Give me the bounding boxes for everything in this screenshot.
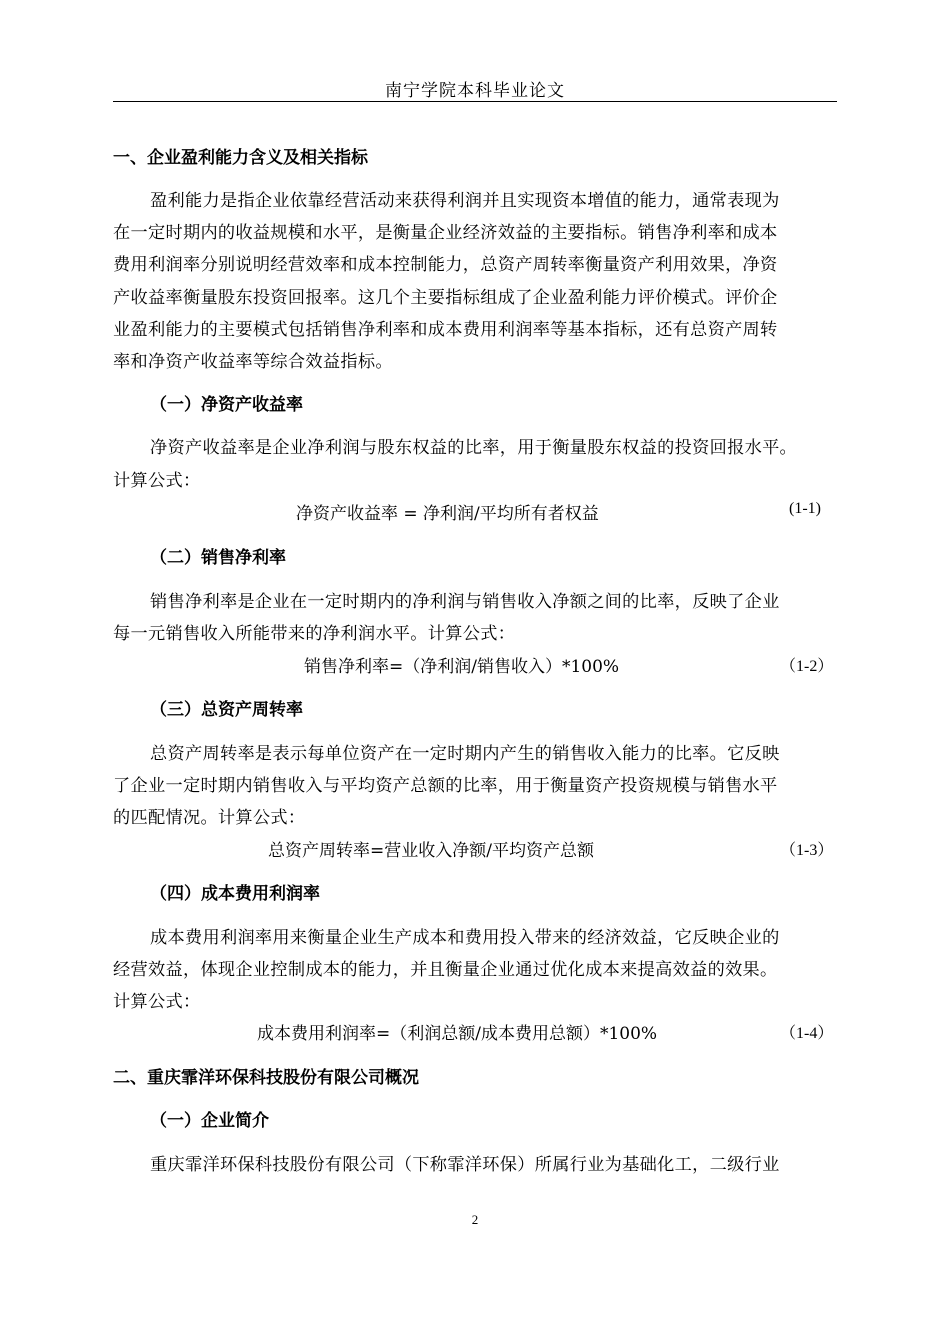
subsection-heading: （一）净资产收益率 bbox=[150, 395, 303, 415]
paragraph-line: 了企业一定时期内销售收入与平均资产总额的比率，用于衡量资产投资规模与销售水平 bbox=[113, 776, 778, 796]
formula: 总资产周转率=营业收入净额/平均资产总额 bbox=[268, 841, 594, 861]
paragraph-line: 的匹配情况。计算公式： bbox=[113, 808, 306, 828]
paragraph-line: 销售净利率是企业在一定时期内的净利润与销售收入净额之间的比率，反映了企业 bbox=[150, 592, 780, 612]
subsection-heading: （一）企业简介 bbox=[150, 1111, 269, 1131]
paragraph-line: 重庆霏洋环保科技股份有限公司（下称霏洋环保）所属行业为基础化工，二级行业 bbox=[150, 1155, 780, 1175]
paragraph-line: 在一定时期内的收益规模和水平，是衡量企业经济效益的主要指标。销售净利率和成本 bbox=[113, 223, 778, 243]
paragraph-line: 计算公式： bbox=[113, 992, 201, 1012]
formula-number: (1-1) bbox=[789, 500, 821, 517]
paragraph-line: 净资产收益率是企业净利润与股东权益的比率，用于衡量股东权益的投资回报水平。 bbox=[150, 438, 798, 458]
paragraph-line: 产收益率衡量股东投资回报率。这几个主要指标组成了企业盈利能力评价模式。评价企 bbox=[113, 288, 778, 308]
section-heading: 二、重庆霏洋环保科技股份有限公司概况 bbox=[113, 1068, 419, 1088]
paragraph-line: 费用利润率分别说明经营效率和成本控制能力，总资产周转率衡量资产利用效果，净资 bbox=[113, 255, 778, 275]
formula: 净资产收益率 = 净利润/平均所有者权益 bbox=[296, 504, 599, 524]
paragraph-line: 业盈利能力的主要模式包括销售净利率和成本费用利润率等基本指标，还有总资产周转 bbox=[113, 320, 778, 340]
paragraph-line: 总资产周转率是表示每单位资产在一定时期内产生的销售收入能力的比率。它反映 bbox=[150, 744, 780, 764]
paragraph-line: 计算公式： bbox=[113, 471, 201, 491]
formula-number: （1-4） bbox=[780, 1025, 834, 1042]
subsection-heading: （二）销售净利率 bbox=[150, 548, 286, 568]
subsection-heading: （三）总资产周转率 bbox=[150, 700, 303, 720]
formula: 成本费用利润率=（利润总额/成本费用总额）*100% bbox=[257, 1024, 658, 1044]
paragraph-line: 经营效益，体现企业控制成本的能力，并且衡量企业通过优化成本来提高效益的效果。 bbox=[113, 960, 778, 980]
formula: 销售净利率=（净利润/销售收入）*100% bbox=[304, 657, 620, 677]
formula-number: （1-3） bbox=[780, 842, 834, 859]
running-header: 南宁学院本科毕业论文 bbox=[385, 81, 565, 101]
paragraph-line: 成本费用利润率用来衡量企业生产成本和费用投入带来的经济效益，它反映企业的 bbox=[150, 928, 780, 948]
section-heading: 一、企业盈利能力含义及相关指标 bbox=[113, 148, 368, 168]
page-number: 2 bbox=[471, 1212, 479, 1227]
header-rule bbox=[113, 101, 837, 102]
paragraph-line: 每一元销售收入所能带来的净利润水平。计算公式： bbox=[113, 624, 516, 644]
subsection-heading: （四）成本费用利润率 bbox=[150, 884, 320, 904]
paragraph-line: 盈利能力是指企业依靠经营活动来获得利润并且实现资本增值的能力，通常表现为 bbox=[150, 191, 780, 211]
paragraph-line: 率和净资产收益率等综合效益指标。 bbox=[113, 352, 393, 372]
formula-number: （1-2） bbox=[780, 658, 834, 675]
